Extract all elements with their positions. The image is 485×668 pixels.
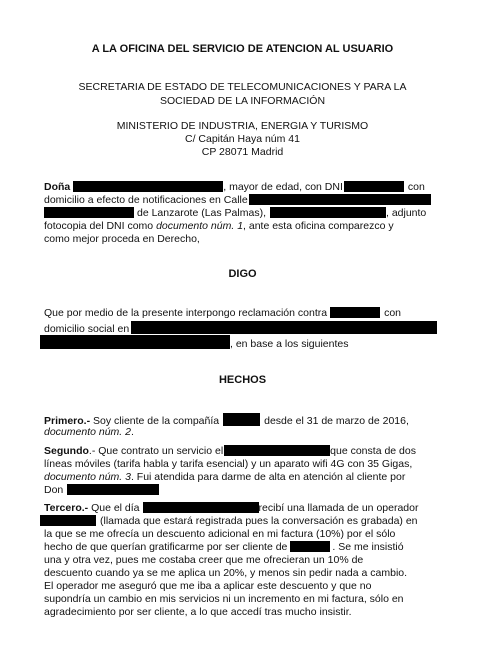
segundo-text-c: . Fui atendida para darme de alta en atención al cliente por [130,471,406,483]
intro-line-1 [44,181,425,194]
digo-claim-text: Que por medio de la presente interpongo reclamación contra [44,307,328,319]
redaction-call-date [143,502,259,513]
document-1-reference: documento núm. 1 [156,220,244,232]
digo-line-2 [44,321,437,336]
segundo-line-4 [44,484,159,497]
redaction-company [330,307,380,318]
document-title: A LA OFICINA DEL SERVICIO DE ATENCION AL USUARIO [91,43,394,55]
intro-line-3 [44,207,426,220]
redaction-operator [40,515,96,526]
tercero-line-6: descuento cuando ya se me aplica un 20%, y menos sin pedir nada a cambio. [44,567,408,579]
tercero-line-8: supondría un cambio en mis servicios ni un incremento en mi factura, sólo en [44,593,404,605]
tercero-line-4 [44,541,404,554]
intro-lanzarote-text: de Lanzarote (Las Palmas), [137,207,266,219]
primero-text-b: desde el 31 de marzo de 2016, [264,415,409,427]
digo-domicilio-text: domicilio social en [44,323,130,335]
digo-heading: DIGO [228,268,257,280]
redaction-agent-name [67,484,159,495]
ministry-name: MINISTERIO DE INDUSTRIA, ENERGIA Y TURISMO [116,120,369,132]
ministry-postcode: CP 28071 Madrid [201,146,284,158]
digo-line-3 [40,335,349,351]
hechos-heading: HECHOS [218,374,267,386]
redaction-city [44,207,134,218]
primero-label: Primero.- [44,415,91,427]
segundo-don-text: Don [44,484,64,496]
document-2-reference: documento núm. 2 [44,426,131,438]
redaction-company-address [131,321,437,334]
redaction-phone [270,207,386,218]
tercero-text-a: Que el día [88,502,140,514]
intro-fotocopia-text: fotocopia del DNI como [44,220,157,232]
redaction-company-address-2 [40,335,230,349]
segundo-line-2: líneas móviles (tarifa habla y tarifa esencial) y un aparato wifi 4G con 35 Gigas, [44,458,413,470]
redaction-name [73,181,223,192]
intro-age-text: , mayor de edad, con DNI [223,181,343,193]
intro-line-2 [44,194,431,207]
intro-line-4 [44,220,394,233]
tercero-text-b: recibí una llamada de un operador [258,502,419,514]
redaction-company-3 [290,541,330,552]
tercero-line-7: El operador me aseguró que me iba a aplicar este descuento y que no [44,580,372,592]
dona-label: Doña [44,181,71,193]
digo-con-text: con [384,307,402,319]
primero-line-2: documento núm. 2. [44,426,134,438]
tercero-line-1 [44,502,418,515]
segundo-label: Segundo [44,445,89,457]
tercero-line-9: agradecimiento por ser cliente, a lo que accedí tras mucho insistir. [44,606,352,618]
intro-line-5: como mejor proceda en Derecho, [44,233,200,245]
tercero-line-2 [40,515,418,528]
tercero-label: Tercero.- [44,502,89,514]
tercero-text-4a: hecho de que querían gratificarme por ser cliente de [44,541,288,553]
recipient-line-1: SECRETARIA DE ESTADO DE TELECOMUNICACIONES Y PARA LA [78,81,407,93]
intro-con-text: con [407,181,425,193]
segundo-text-a: .- Que contrato un servicio el [88,445,224,457]
ministry-street: C/ Capitán Haya núm 41 [185,133,300,145]
redaction-street [249,194,431,205]
tercero-text-2: (llamada que estará registrada pues la conversación es grabada) en [100,515,418,527]
redaction-dni [344,181,404,192]
digo-base-text: , en base a los siguientes [230,338,349,350]
redaction-contract-date [224,445,330,456]
tercero-text-4b: . Se me insistió [332,541,404,553]
redaction-company-2 [223,413,260,426]
intro-adjunto-text: , adjunto [385,207,427,219]
document-3-reference: documento núm. 3 [44,471,131,483]
intro-ante-text: , ante esta oficina comparezco y [243,220,394,232]
intro-notif-text: domicilio a efecto de notificaciones en Calle [44,194,248,206]
segundo-text-b: que consta de dos [330,445,416,457]
tercero-line-3: la que se me ofrecía un descuento adicional en mi factura (10%) por el sólo [44,528,396,540]
tercero-line-5: una y otra vez, pues me costaba creer que me ofrecieran un 10% de [44,554,364,566]
digo-line-1 [44,307,401,320]
segundo-line-1 [44,445,416,458]
recipient-line-2: SOCIEDAD DE LA INFORMACIÓN [159,95,326,107]
segundo-line-3 [44,471,405,484]
primero-text-a: Soy cliente de la compañía [90,415,220,427]
